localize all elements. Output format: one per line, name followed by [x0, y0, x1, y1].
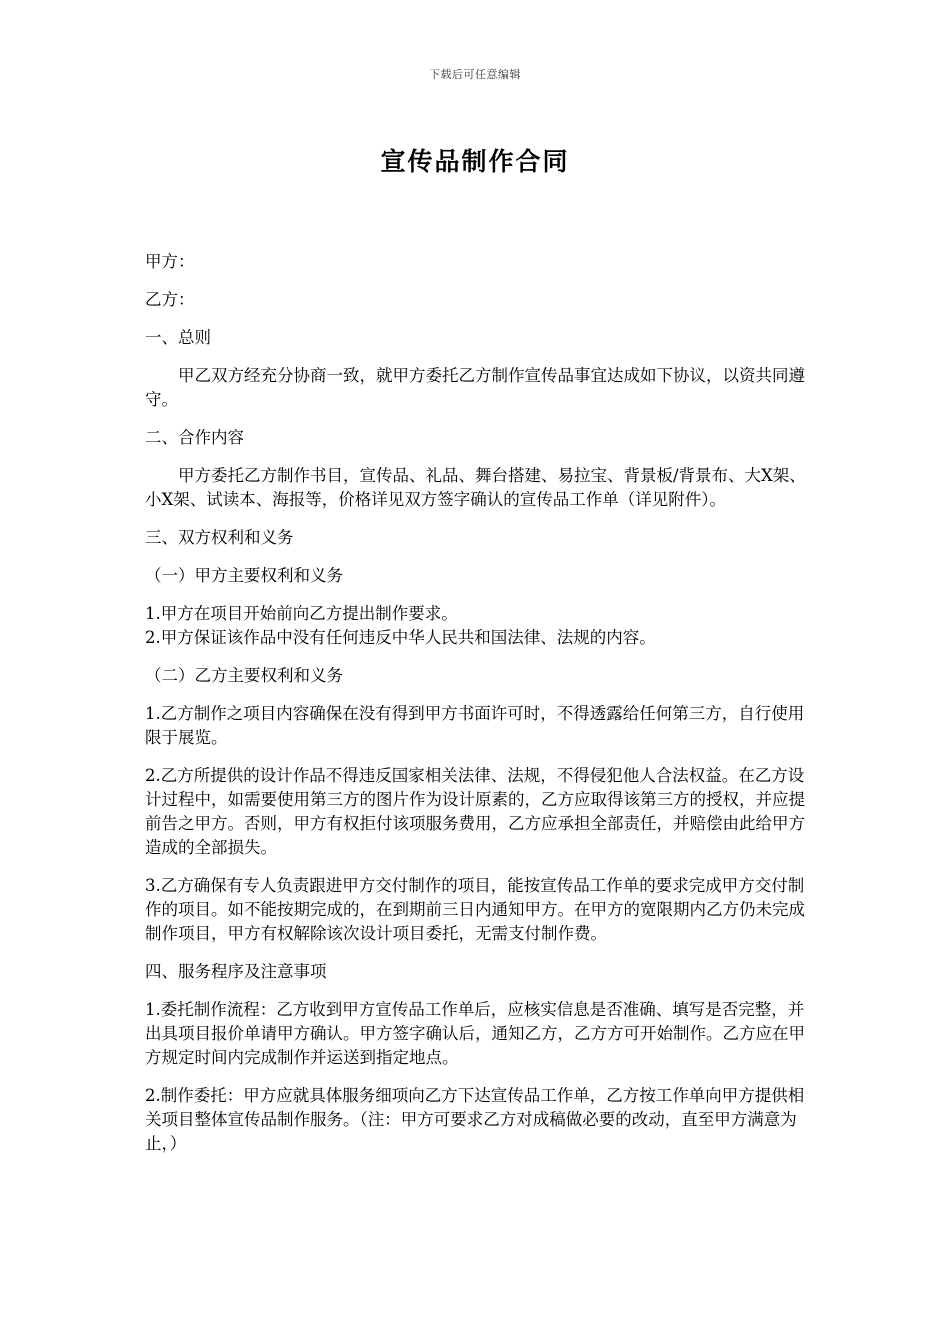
section-3a-item-2: 2.甲方保证该作品中没有任何违反中华人民共和国法律、法规的内容。 — [145, 628, 656, 647]
party-a-line: 甲方： — [145, 252, 195, 271]
section-4-item-1: 1.委托制作流程：乙方收到甲方宣传品工作单后，应核实信息是否准确、填写是否完整，并出具项目报价单请甲方确认。甲方签字确认后，通知乙方，乙方方可开始制作。乙方应在甲方规定时间内完成制作并运送到指定地点。 — [145, 1000, 805, 1067]
section-3b-heading: （二）乙方主要权利和义务 — [145, 666, 343, 685]
party-b-line: 乙方： — [145, 290, 195, 309]
section-3a-item-1: 1.甲方在项目开始前向乙方提出制作要求。 — [145, 604, 458, 623]
section-4-item-2: 2.制作委托：甲方应就具体服务细项向乙方下达宣传品工作单，乙方按工作单向甲方提供相关项目整体宣传品制作服务。（注：甲方可要求乙方对成稿做必要的改动，直至甲方满意为止，） — [145, 1086, 805, 1153]
section-1-heading: 一、总则 — [145, 328, 211, 347]
section-3b-item-3: 3.乙方确保有专人负责跟进甲方交付制作的项目，能按宣传品工作单的要求完成甲方交付制作的项目。如不能按期完成的，在到期前三日内通知甲方。在甲方的宽限期内乙方仍未完成制作项目，甲方有权解除该次设计项目委托，无需支付制作费。 — [145, 876, 805, 943]
document-title: 宣传品制作合同 — [380, 147, 570, 176]
section-3b-item-2: 2.乙方所提供的设计作品不得违反国家相关法律、法规，不得侵犯他人合法权益。在乙方设计过程中，如需要使用第三方的图片作为设计原素的，乙方应取得该第三方的授权，并应提前告之甲方。否则，甲方有权拒付该项服务费用，乙方应承担全部责任，并赔偿由此给甲方造成的全部损失。 — [145, 766, 805, 857]
section-2-heading: 二、合作内容 — [145, 428, 244, 447]
section-4-heading: 四、服务程序及注意事项 — [145, 962, 327, 981]
section-1-paragraph: 甲乙双方经充分协商一致，就甲方委托乙方制作宣传品事宜达成如下协议，以资共同遵守。 — [145, 366, 805, 409]
section-3b-item-1: 1.乙方制作之项目内容确保在没有得到甲方书面许可时，不得透露给任何第三方，自行使用限于展览。 — [145, 704, 805, 747]
contract-body — [145, 250, 810, 1170]
section-3-heading: 三、双方权利和义务 — [145, 528, 294, 547]
section-3a-heading: （一）甲方主要权利和义务 — [145, 566, 343, 585]
page-header: 下载后可任意编辑 — [429, 68, 521, 81]
section-2-paragraph: 甲方委托乙方制作书目，宣传品、礼品、舞台搭建、易拉宝、背景板/背景布、大X架、小X架、试读本、海报等，价格详见双方签字确认的宣传品工作单（详见附件）。 — [145, 466, 806, 509]
